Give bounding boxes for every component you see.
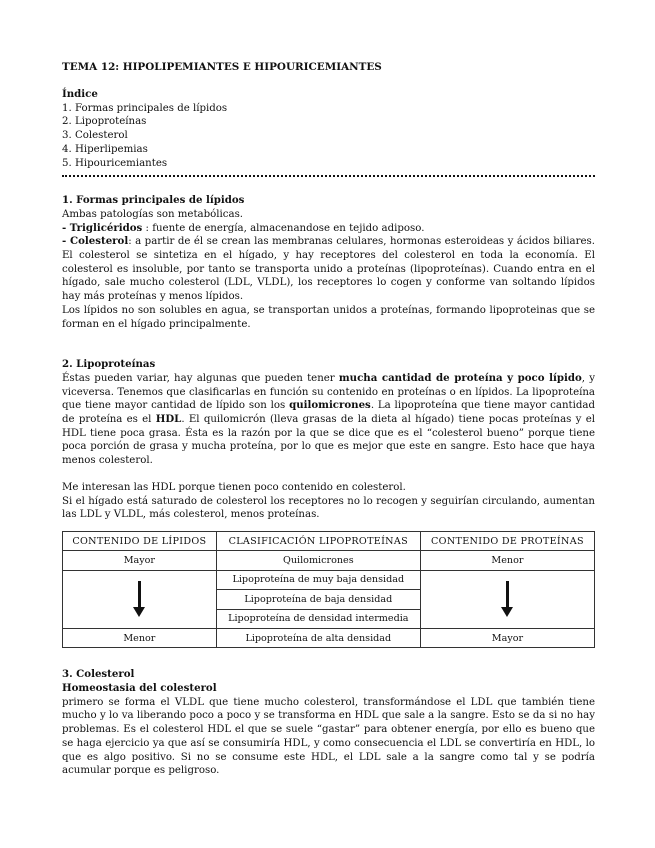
emphasis: HDL	[155, 413, 182, 426]
table-cell: Lipoproteína de alta densidad	[216, 628, 420, 647]
index-heading: Índice	[62, 88, 98, 100]
table-row	[63, 570, 595, 589]
text-run: . La lipoproteína que tiene mayor cantidad de proteína es el	[62, 400, 595, 426]
section-heading: 2. Lipoproteínas	[62, 358, 156, 371]
table-header: CONTENIDO DE PROTEÍNAS	[420, 531, 594, 550]
table-cell	[420, 570, 594, 628]
paragraph: Los lípidos no son solubles en agua, se transportan unidos a proteínas, formando lipoproteinas que se forman en el hígado principalmente.	[62, 304, 595, 330]
paragraph: primero se forma el VLDL que tiene mucho colesterol, transformándose el LDL que también tiene mucho y lo va liberando poco a poco y se transforma en HDL que sale a la sangre. Esto se da si no hay problemas. Es el colesterol HDL el que se suele “gastar” para obtener energía, por ello es bueno que se haga ejercicio ya que así se consumiría HDL, y como consecuencia el LDL se convertiría en HDL, lo que es algo positivo. Si no se consume este HDL, el LDL sale a la sangre como tal y se podría acumular porque es peligroso.	[62, 696, 595, 777]
section-lipoproteins	[62, 358, 595, 648]
table-cell: Menor	[63, 628, 217, 647]
paragraph-cholesterol	[62, 235, 595, 304]
section-heading: 1. Formas principales de lípidos	[62, 194, 245, 207]
index-item: 2. Lipoproteínas	[62, 116, 147, 128]
text-run: . El quilomicrón (lleva grasas de la dieta al hígado) tiene pocas proteínas y el HDL tiene poca grasa. Ésta es la razón por la que se dice que es el “colesterol bueno” porque tiene poca porción de grasa y mucha proteína, por lo que es mejor que este en sangre. Esto hace que haya menos colesterol.	[62, 414, 595, 467]
index-item: 1. Formas principales de lípidos	[62, 102, 228, 114]
document-page	[62, 60, 595, 778]
arrow-down-icon	[424, 581, 591, 617]
section-lipids	[62, 194, 595, 331]
emphasis: mucha cantidad de proteína y poco lípido	[338, 371, 582, 384]
index-item: 4. Hiperlipemias	[62, 143, 148, 155]
table-header-row	[63, 531, 595, 550]
section-heading: 3. Colesterol	[62, 668, 135, 681]
table-cell: Lipoproteína de muy baja densidad	[216, 570, 420, 589]
term-definition: : fuente de energía, almacenandose en tejido adiposo.	[142, 222, 425, 234]
term-cholesterol: - Colesterol	[62, 235, 129, 248]
table-header: CONTENIDO DE LÍPIDOS	[63, 531, 217, 550]
paragraph: Ambas patologías son metabólicas.	[62, 208, 244, 220]
term-definition: : a partir de él se crean las membranas celulares, hormonas esteroideas y ácidos biliares. El colesterol se sintetiza en el hígado, y hay receptores del colesterol en toda la economía. El colesterol es insoluble, por tanto se transporta unido a proteínas (lipoproteínas). Cuando entra en el hígado, sale mucho colesterol (LDL, VLDL), los receptores lo cogen y conforme van soltando lípidos hay más proteínas y menos lípidos.	[62, 236, 595, 303]
table-cell: Mayor	[420, 628, 594, 647]
term-triglycerides: - Triglicéridos	[62, 221, 143, 234]
text-run: , y viceversa. Tenemos que clasificarlas en función su contenido en proteínas o en lípidos. La lipoproteína que tiene mayor cantidad de lípido son los	[62, 372, 595, 412]
table-cell	[63, 570, 217, 628]
section-cholesterol	[62, 668, 595, 778]
table-row	[63, 628, 595, 647]
table-cell: Mayor	[63, 551, 217, 570]
lipoprotein-table	[62, 531, 595, 648]
index-section	[62, 88, 595, 170]
text-run: Éstas pueden variar, hay algunas que pueden tener	[62, 372, 339, 384]
table-row	[63, 551, 595, 570]
table-cell: Menor	[420, 551, 594, 570]
section-subheading: Homeostasia del colesterol	[62, 682, 217, 695]
paragraph	[62, 372, 595, 468]
table-cell: Lipoproteína de baja densidad	[216, 590, 420, 609]
index-item: 3. Colesterol	[62, 130, 128, 142]
paragraph-triglycerides	[62, 222, 595, 236]
table-cell: Lipoproteína de densidad intermedia	[216, 609, 420, 628]
paragraph: Si el hígado está saturado de colesterol los receptores no lo recogen y seguirían circulando, aumentan las LDL y VLDL, más colesterol, menos proteínas.	[62, 495, 595, 521]
index-item: 5. Hipouricemiantes	[62, 157, 168, 169]
paragraph: Me interesan las HDL porque tienen poco contenido en colesterol.	[62, 481, 406, 493]
emphasis: quilomicrones	[289, 399, 371, 412]
table-header: CLASIFICACIÓN LIPOPROTEÍNAS	[216, 531, 420, 550]
document-title: TEMA 12: HIPOLIPEMIANTES E HIPOURICEMIANTES	[62, 61, 382, 73]
table-cell: Quilomicrones	[216, 551, 420, 570]
arrow-down-icon	[66, 581, 213, 617]
